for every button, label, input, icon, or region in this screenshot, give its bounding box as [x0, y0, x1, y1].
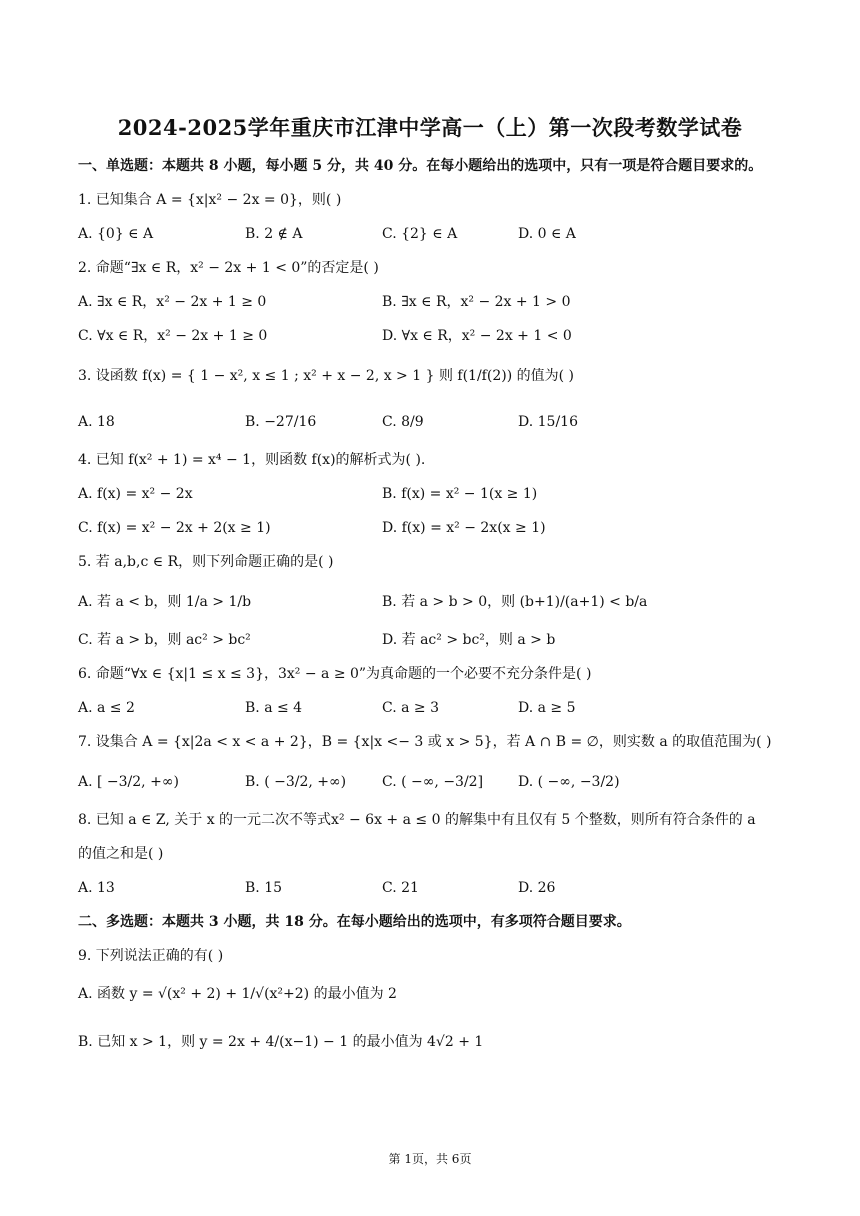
question-7-option-b: B. ( −3/2, +∞) [245, 774, 347, 790]
question-2-option-b: B. ∃x ∈ R，x² − 2x + 1 > 0 [382, 294, 571, 310]
question-3-option-c: C. 8/9 [382, 414, 424, 430]
question-2-option-d: D. ∀x ∈ R，x² − 2x + 1 < 0 [382, 328, 572, 344]
question-4-option-b: B. f(x) = x² − 1(x ≥ 1) [382, 486, 538, 502]
question-6-option-a: A. a ≤ 2 [78, 700, 135, 716]
question-2-stem: 2. 命题“∃x ∈ R，x² − 2x + 1 < 0”的否定是( ) [78, 260, 379, 276]
question-4-option-c: C. f(x) = x² − 2x + 2(x ≥ 1) [78, 520, 271, 536]
question-8-stem: 8. 已知 a ∈ Z, 关于 x 的一元二次不等式x² − 6x + a ≤ 0 的解集中有且仅有 5 个整数，则所有符合条件的 a [78, 812, 756, 828]
question-3-option-d: D. 15/16 [518, 414, 578, 430]
question-6-option-b: B. a ≤ 4 [245, 700, 303, 716]
question-5-option-b: B. 若 a > b > 0，则 (b+1)/(a+1) < b/a [382, 594, 648, 610]
question-7-option-a: A. [ −3/2, +∞) [78, 774, 179, 790]
question-1-stem: 1. 已知集合 A = {x|x² − 2x = 0}，则( ) [78, 192, 342, 208]
question-1-option-d: D. 0 ∈ A [518, 226, 576, 242]
question-2-option-c: C. ∀x ∈ R，x² − 2x + 1 ≥ 0 [78, 328, 268, 344]
question-8-option-b: B. 15 [245, 880, 283, 896]
question-5-option-a: A. 若 a < b，则 1/a > 1/b [78, 594, 252, 610]
question-8-option-c: C. 21 [382, 880, 419, 896]
page-footer: 第 1页，共 6页 [388, 1152, 472, 1166]
question-6-option-d: D. a ≥ 5 [518, 700, 576, 716]
question-9-option-b: B. 已知 x > 1，则 y = 2x + 4/(x−1) − 1 的最小值为 4√2 + 1 [78, 1034, 484, 1050]
page-title: 2024-2025学年重庆市江津中学高一（上）第一次段考数学试卷 [117, 115, 743, 140]
question-8-stem-continued: 的值之和是( ) [78, 846, 164, 862]
question-1-option-b: B. 2 ∉ A [245, 226, 303, 242]
question-8-option-a: A. 13 [78, 880, 115, 896]
question-4-option-a: A. f(x) = x² − 2x [78, 486, 193, 502]
question-8-option-d: D. 26 [518, 880, 556, 896]
question-6-option-c: C. a ≥ 3 [382, 700, 439, 716]
section-2-header: 二、多选题：本题共 3 小题，共 18 分。在每小题给出的选项中，有多项符合题目要求。 [78, 914, 631, 930]
question-5-option-d: D. 若 ac² > bc²，则 a > b [382, 632, 556, 648]
question-4-stem: 4. 已知 f(x² + 1) = x⁴ − 1，则函数 f(x)的解析式为( ). [78, 452, 426, 468]
question-5-stem: 5. 若 a,b,c ∈ R，则下列命题正确的是( ) [78, 554, 334, 570]
question-2-option-a: A. ∃x ∈ R，x² − 2x + 1 ≥ 0 [78, 294, 267, 310]
section-1-header: 一、单选题：本题共 8 小题，每小题 5 分，共 40 分。在每小题给出的选项中，只有一项是符合题目要求的。 [78, 158, 763, 174]
question-5-option-c: C. 若 a > b，则 ac² > bc² [78, 632, 251, 648]
question-4-option-d: D. f(x) = x² − 2x(x ≥ 1) [382, 520, 546, 536]
question-7-stem: 7. 设集合 A = {x|2a < x < a + 2}，B = {x|x <− 3 或 x > 5}，若 A ∩ B = ∅，则实数 a 的取值范围为( ) [78, 734, 772, 750]
question-9-stem: 9. 下列说法正确的有( ) [78, 948, 224, 964]
question-7-option-d: D. ( −∞, −3/2) [518, 774, 620, 790]
question-7-option-c: C. ( −∞, −3/2] [382, 774, 484, 790]
question-6-stem: 6. 命题“∀x ∈ {x|1 ≤ x ≤ 3}，3x² − a ≥ 0”为真命题的一个必要不充分条件是( ) [78, 666, 592, 682]
question-3-option-a: A. 18 [78, 414, 115, 430]
question-1-option-a: A. {0} ∈ A [78, 226, 154, 242]
question-1-option-c: C. {2} ∈ A [382, 226, 458, 242]
question-9-option-a: A. 函数 y = √(x² + 2) + 1/√(x²+2) 的最小值为 2 [78, 986, 397, 1002]
question-3-option-b: B. −27/16 [245, 414, 317, 430]
question-3-stem: 3. 设函数 f(x) = { 1 − x², x ≤ 1 ; x² + x − 2, x > 1 } 则 f(1/f(2)) 的值为( ) [78, 368, 574, 384]
